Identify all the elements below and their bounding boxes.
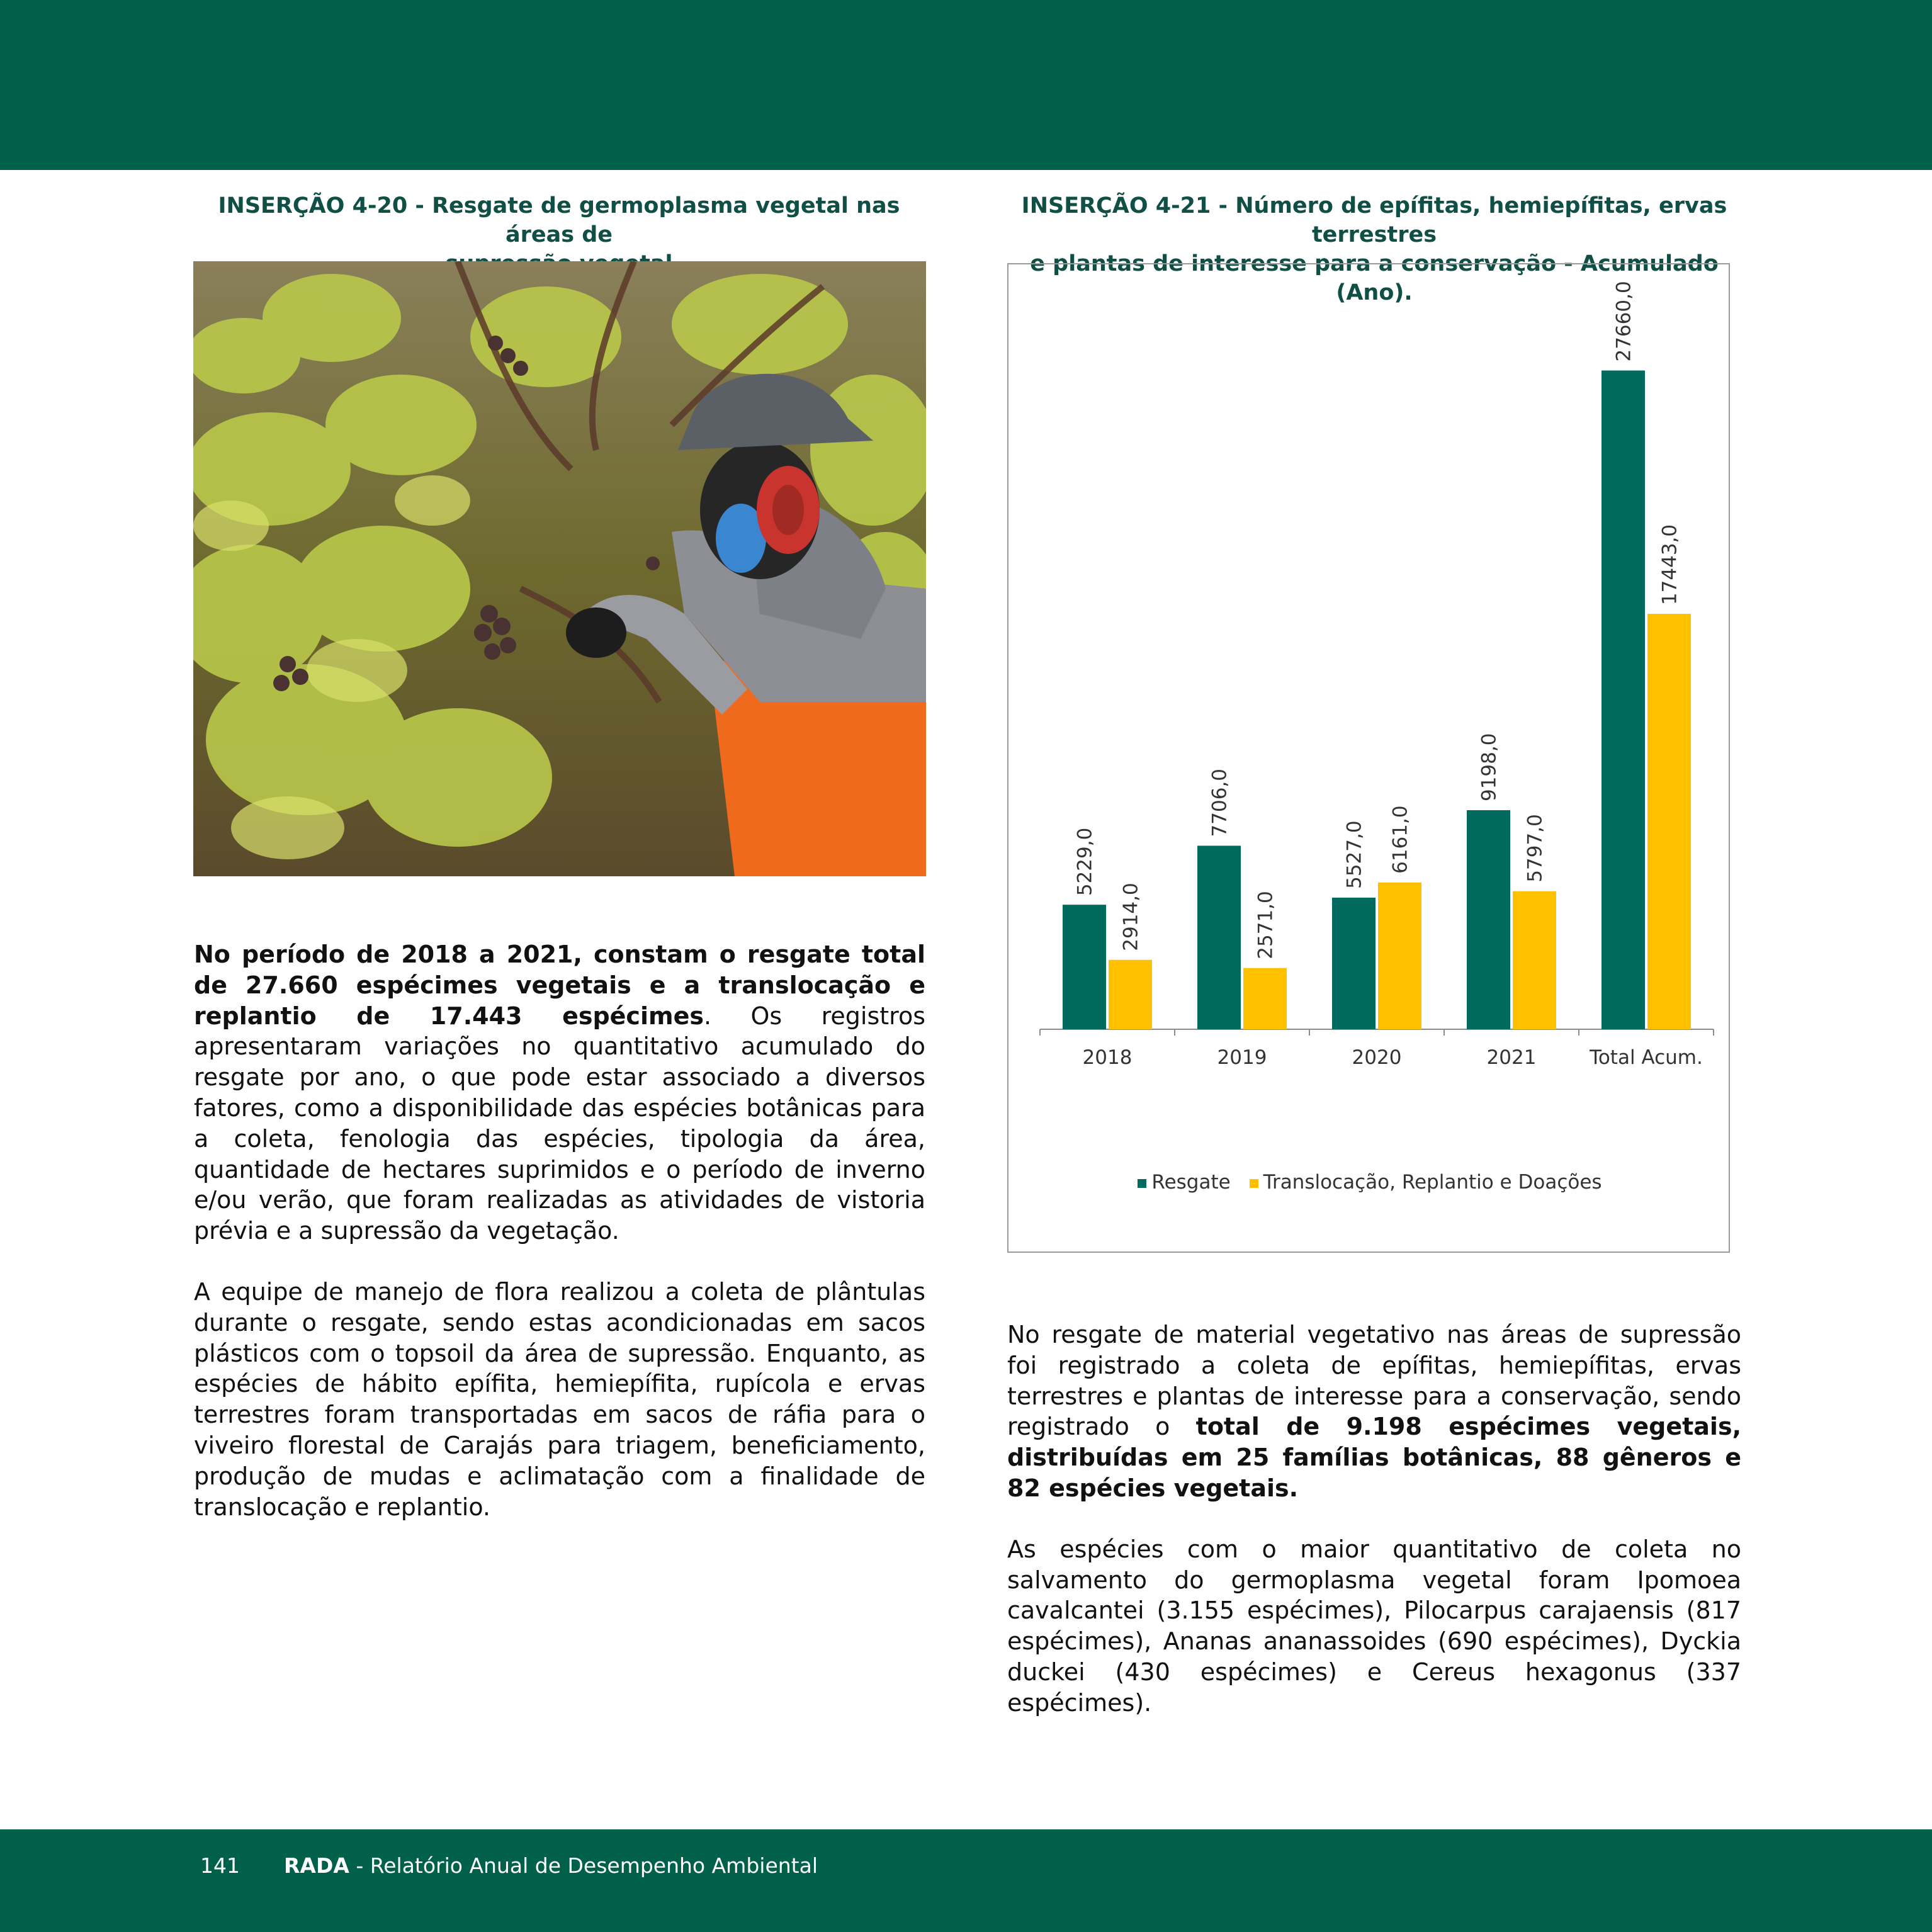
legend-item-resgate <box>1138 1171 1230 1194</box>
data-label-resgate-3: 9198,0 <box>1477 733 1501 802</box>
bar-translocacao-4 <box>1647 614 1691 1029</box>
bar-chart-svg <box>1008 264 1731 1254</box>
data-label-translocacao-0: 2914,0 <box>1119 883 1143 951</box>
bar-resgate-2 <box>1332 898 1376 1029</box>
page-number: 141 <box>200 1853 240 1878</box>
data-label-translocacao-1: 2571,0 <box>1254 891 1277 959</box>
bar-translocacao-0 <box>1109 960 1152 1029</box>
caption-right-line1: INSERÇÃO 4-21 - Número de epífitas, hemiepífitas, ervas terrestres <box>1021 193 1727 247</box>
legend-label-resgate: Resgate <box>1151 1171 1231 1194</box>
bar-translocacao-3 <box>1513 891 1556 1029</box>
right-paragraph-1 <box>1007 1319 1741 1504</box>
x-tick-label-1: 2019 <box>1217 1046 1267 1069</box>
left-paragraph-2: A equipe de manejo de flora realizou a coleta de plântulas durante o resgate, sendo estas acondicionadas em sacos plásticos com o topsoil da área de supressão. Enquanto, as espécies de hábito epífita, hemiepífita, rupícola e ervas terrestres foram transportadas em sacos de ráfia para o viveiro florestal de Carajás para triagem, beneficiamento, produção de mudas e aclimatação com a finalidade de translocação e replantio. <box>194 1277 925 1521</box>
bar-resgate-4 <box>1602 371 1645 1029</box>
bar-resgate-1 <box>1197 845 1241 1029</box>
caption-left-line1: INSERÇÃO 4-20 - Resgate de germoplasma vegetal nas áreas de <box>218 193 900 247</box>
footer-subtitle: - Relatório Anual de Desempenho Ambiental <box>349 1853 818 1878</box>
header-band <box>0 0 1932 170</box>
legend-swatch-translocacao <box>1250 1179 1258 1188</box>
data-label-resgate-1: 7706,0 <box>1208 768 1231 837</box>
right-paragraph-1-start: No resgate de material vegetativo nas áreas de supressão foi registrado a coleta de epífitas, hemiepífitas, ervas terrestres e plantas de interesse para a conservação, sendo registrado o <box>1007 1321 1741 1441</box>
x-tick-label-3: 2021 <box>1486 1046 1537 1069</box>
right-paragraph-2: As espécies com o maior quantitativo de coleta no salvamento do germoplasma vegetal foram Ipomoea cavalcantei (3.155 espécimes), Pilocarpus carajaensis (817 espécimes), Ananas ananassoides (690 espécimes), Dyckia duckei (430 espécimes) e Cereus hexagonus (337 espécimes). <box>1007 1535 1741 1717</box>
data-label-translocacao-2: 6161,0 <box>1389 805 1412 874</box>
right-paragraph-1-bold: total de 9.198 espécimes vegetais, distribuídas em 25 famílias botânicas, 88 gêneros e 82 espécies vegetais. <box>1007 1413 1741 1502</box>
left-paragraph-1-rest: . Os registros apresentaram variações no quantitativo acumulado do resgate por ano, o que pode estar associado a diversos fatores, como a disponibilidade das espécies botânicas para a coleta, fenologia das espécies, tipologia da área, quantidade de hectares suprimidos e o período de inverno e/ou verão, que foram realizadas as atividades de vistoria prévia e a supressão da vegetação. <box>194 1002 926 1245</box>
left-body-text <box>194 939 925 1552</box>
bar-resgate-3 <box>1467 810 1510 1029</box>
footer-brand: RADA <box>284 1853 349 1878</box>
data-label-resgate-4: 27660,0 <box>1612 281 1635 362</box>
x-tick-label-0: 2018 <box>1082 1046 1133 1069</box>
data-label-resgate-2: 5527,0 <box>1343 820 1366 889</box>
bar-translocacao-1 <box>1243 968 1287 1029</box>
data-label-translocacao-4: 17443,0 <box>1658 524 1681 606</box>
left-paragraph-1-bold: No período de 2018 a 2021, constam o resgate total de 27.660 espécimes vegetais e a translocação e replantio de 17.443 espécimes <box>194 941 925 1030</box>
worker-collecting-seeds-photo <box>193 261 926 876</box>
x-tick-label-4: Total Acum. <box>1590 1046 1703 1069</box>
bar-translocacao-2 <box>1378 883 1421 1029</box>
x-tick-label-2: 2020 <box>1352 1046 1402 1069</box>
footer-band <box>0 1829 1932 1932</box>
footer <box>200 1853 818 1878</box>
bar-chart <box>1007 263 1730 1253</box>
bar-resgate-0 <box>1063 905 1106 1029</box>
legend-label-translocacao: Translocação, Replantio e Doações <box>1263 1171 1602 1194</box>
legend-item-translocacao <box>1250 1171 1602 1194</box>
legend-swatch-resgate <box>1138 1179 1146 1188</box>
chart-legend <box>1008 1171 1731 1194</box>
data-label-resgate-0: 5229,0 <box>1073 827 1097 896</box>
caption-right-line2: e plantas de interesse para a conservação - Acumulado (Ano). <box>1030 251 1719 305</box>
left-paragraph-1 <box>194 939 925 1246</box>
data-label-translocacao-3: 5797,0 <box>1523 814 1547 883</box>
right-body-text <box>1007 1319 1741 1749</box>
